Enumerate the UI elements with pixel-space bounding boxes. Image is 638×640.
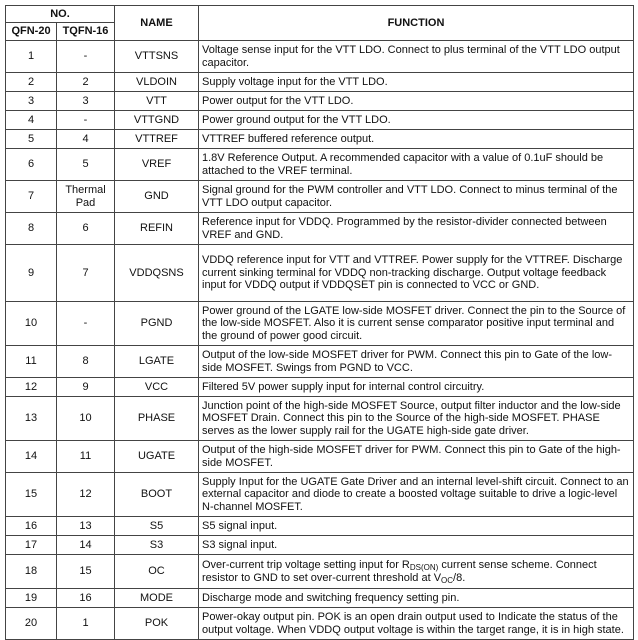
table-row (6, 111, 634, 130)
pin-name: UGATE (115, 441, 199, 473)
pin-function: Discharge mode and switching frequency setting pin. (199, 589, 634, 608)
table-row (6, 73, 634, 92)
header-name: NAME (115, 6, 199, 41)
pin-name: REFIN (115, 213, 199, 245)
pin-function: Supply voltage input for the VTT LDO. (199, 73, 634, 92)
pin-function: S5 signal input. (199, 517, 634, 536)
table-row (6, 441, 634, 473)
tqfn-pin: 10 (57, 397, 115, 441)
qfn-pin: 16 (6, 517, 57, 536)
oc-function-text-b: current sense scheme. Connect resistor to GND to set over-current threshold at V (202, 559, 597, 584)
pin-function: Reference input for VDDQ. Programmed by the resistor-divider connected between VREF and GND. (199, 213, 634, 245)
pin-name: VDDQSNS (115, 245, 199, 302)
pin-function: Power-okay output pin. POK is an open drain output used to Indicate the status of the output voltage. When VDDQ output voltage is within the target range, it is in high state. (199, 608, 634, 640)
table-row (6, 302, 634, 346)
table-row (6, 608, 634, 640)
qfn-pin: 20 (6, 608, 57, 640)
table-row (6, 378, 634, 397)
qfn-pin: 1 (6, 41, 57, 73)
table-row (6, 181, 634, 213)
pin-name: PGND (115, 302, 199, 346)
qfn-pin: 19 (6, 589, 57, 608)
qfn-pin: 18 (6, 555, 57, 589)
pin-function: Power ground of the LGATE low-side MOSFET driver. Connect the pin to the Source of the low-side MOSFET. Also it is current sense comparator positive input terminal and the ground of power good circuit. (199, 302, 634, 346)
pin-name: S5 (115, 517, 199, 536)
table-row (6, 149, 634, 181)
voc-subscript: OC (441, 575, 454, 585)
pin-description-table (5, 5, 634, 640)
pin-function: Power output for the VTT LDO. (199, 92, 634, 111)
qfn-pin: 2 (6, 73, 57, 92)
pin-name: VTTREF (115, 130, 199, 149)
tqfn-pin: 5 (57, 149, 115, 181)
tqfn-pin: 14 (57, 536, 115, 555)
table-row (6, 130, 634, 149)
table-row (6, 517, 634, 536)
qfn-pin: 11 (6, 346, 57, 378)
tqfn-pin: 3 (57, 92, 115, 111)
table-row (6, 555, 634, 589)
pin-name: VTT (115, 92, 199, 111)
tqfn-pin: 11 (57, 441, 115, 473)
qfn-pin: 10 (6, 302, 57, 346)
pin-name: VTTSNS (115, 41, 199, 73)
pin-name: S3 (115, 536, 199, 555)
table-row (6, 346, 634, 378)
tqfn-pin: 6 (57, 213, 115, 245)
qfn-pin: 17 (6, 536, 57, 555)
tqfn-pin: - (57, 302, 115, 346)
pin-function: Junction point of the high-side MOSFET Source, output filter inductor and the low-side MOSFET Drain. Connect this pin to the Source of the high-side MOSFET. PHASE serves as the lower supply rail for the UGATE high-side gate driver. (199, 397, 634, 441)
table-row (6, 213, 634, 245)
qfn-pin: 4 (6, 111, 57, 130)
rds-on-subscript: DS(ON) (409, 563, 439, 572)
pin-name: POK (115, 608, 199, 640)
pin-function: VDDQ reference input for VTT and VTTREF. Power supply for the VTTREF. Discharge current sinking terminal for VDDQ non-tracking discharge. Output voltage feedback input for VDDQ output if VDDQSET pin is connected to VCC or GND. (199, 245, 634, 302)
header-qfn20: QFN-20 (6, 23, 57, 41)
header-tqfn16: TQFN-16 (57, 23, 115, 41)
pin-function: VTTREF buffered reference output. (199, 130, 634, 149)
pin-function: Power ground output for the VTT LDO. (199, 111, 634, 130)
tqfn-pin: 12 (57, 473, 115, 517)
table-row (6, 92, 634, 111)
qfn-pin: 5 (6, 130, 57, 149)
table-row (6, 397, 634, 441)
tqfn-pin: 2 (57, 73, 115, 92)
qfn-pin: 9 (6, 245, 57, 302)
table-row (6, 41, 634, 73)
pin-function: 1.8V Reference Output. A recommended capacitor with a value of 0.1uF should be attached to the VREF terminal. (199, 149, 634, 181)
pin-name: VCC (115, 378, 199, 397)
table-row (6, 473, 634, 517)
pin-name: LGATE (115, 346, 199, 378)
pin-name: VTTGND (115, 111, 199, 130)
oc-function-text-c: /8. (453, 571, 466, 584)
pin-function: Filtered 5V power supply input for internal control circuitry. (199, 378, 634, 397)
pin-name: VREF (115, 149, 199, 181)
tqfn-pin: 15 (57, 555, 115, 589)
header-no: NO. (6, 6, 115, 23)
pin-function: Signal ground for the PWM controller and VTT LDO. Connect to minus terminal of the VTT LDO output capacitor. (199, 181, 634, 213)
table-row (6, 536, 634, 555)
pin-name: VLDOIN (115, 73, 199, 92)
pin-function: S3 signal input. (199, 536, 634, 555)
qfn-pin: 7 (6, 181, 57, 213)
tqfn-pin: 8 (57, 346, 115, 378)
tqfn-pin: 9 (57, 378, 115, 397)
oc-function-text-a: Over-current trip voltage setting input for R (202, 559, 410, 571)
pin-name: OC (115, 555, 199, 589)
qfn-pin: 15 (6, 473, 57, 517)
pin-name: PHASE (115, 397, 199, 441)
pin-name: MODE (115, 589, 199, 608)
qfn-pin: 3 (6, 92, 57, 111)
tqfn-pin: 16 (57, 589, 115, 608)
tqfn-pin: Thermal Pad (57, 181, 115, 213)
tqfn-pin: 1 (57, 608, 115, 640)
table-row (6, 589, 634, 608)
pin-function: Voltage sense input for the VTT LDO. Connect to plus terminal of the VTT LDO output capacitor. (199, 41, 634, 73)
pin-function: Supply Input for the UGATE Gate Driver and an internal level-shift circuit. Connect to an external capacitor and diode to create a boosted voltage suitable to drive a logic-level N-channel MOSFET. (199, 473, 634, 517)
tqfn-pin: 7 (57, 245, 115, 302)
pin-name: GND (115, 181, 199, 213)
tqfn-pin: - (57, 111, 115, 130)
qfn-pin: 13 (6, 397, 57, 441)
qfn-pin: 6 (6, 149, 57, 181)
tqfn-pin: - (57, 41, 115, 73)
pin-function: Output of the low-side MOSFET driver for PWM. Connect this pin to Gate of the low-side MOSFET. Swings from PGND to VCC. (199, 346, 634, 378)
pin-function: Output of the high-side MOSFET driver for PWM. Connect this pin to Gate of the high-side MOSFET. (199, 441, 634, 473)
tqfn-pin: 4 (57, 130, 115, 149)
tqfn-pin: 13 (57, 517, 115, 536)
table-row (6, 245, 634, 302)
pin-function (199, 555, 634, 589)
pin-name: BOOT (115, 473, 199, 517)
qfn-pin: 14 (6, 441, 57, 473)
header-function: FUNCTION (199, 6, 634, 41)
qfn-pin: 8 (6, 213, 57, 245)
qfn-pin: 12 (6, 378, 57, 397)
